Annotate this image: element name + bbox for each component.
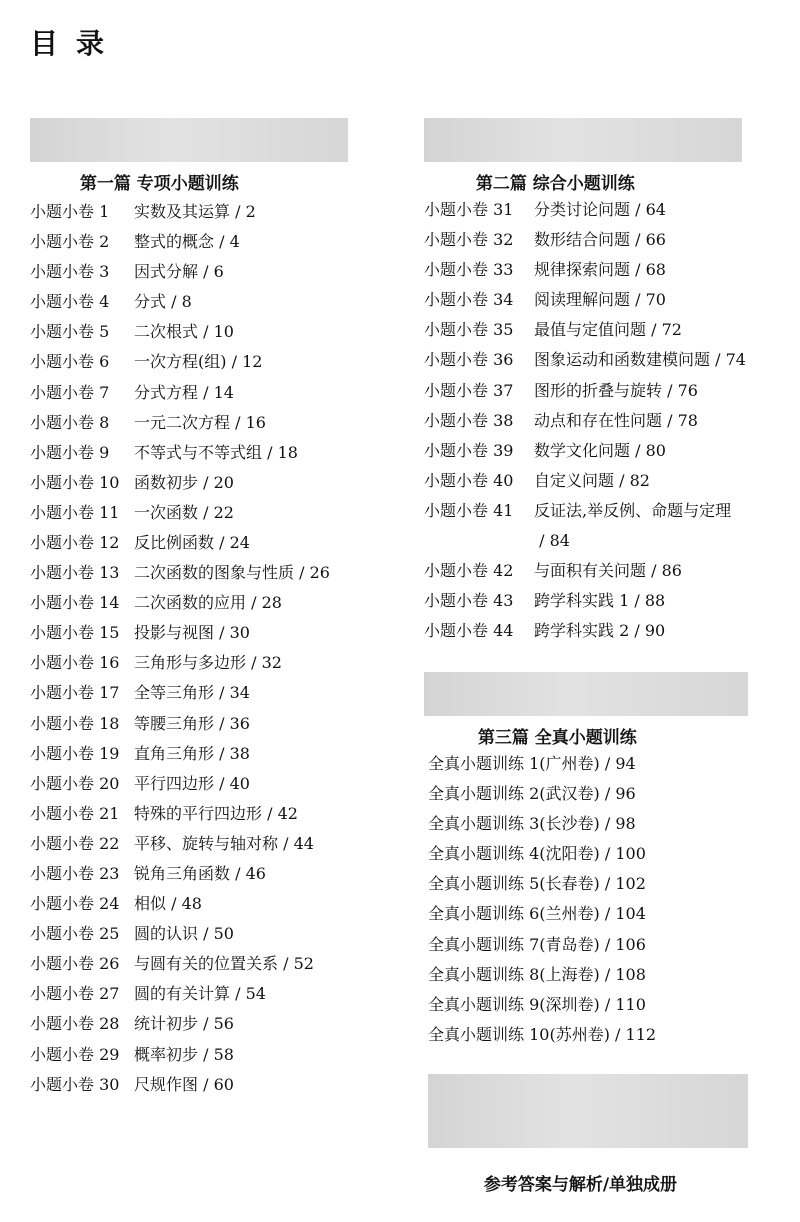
toc-item-title: 分式方程 xyxy=(134,382,199,402)
toc-item-label: 小题小卷 28 xyxy=(30,1014,120,1034)
toc-item-page: / 54 xyxy=(230,984,266,1003)
toc-item-page: / 46 xyxy=(230,864,266,883)
toc-item xyxy=(428,899,768,929)
toc-item-page: / 110 xyxy=(600,995,646,1014)
toc-item-page: / 102 xyxy=(600,874,646,893)
toc-item-entry xyxy=(134,739,375,769)
toc-item-title: (上海卷) xyxy=(539,964,600,984)
toc-item-title: 一次函数 xyxy=(134,502,199,522)
toc-item-label: 小题小卷 20 xyxy=(30,773,120,793)
toc-item xyxy=(424,255,769,285)
toc-list-section-2 xyxy=(424,195,769,646)
toc-item xyxy=(30,287,375,317)
toc-item xyxy=(30,588,375,618)
toc-item-label: 小题小卷 37 xyxy=(424,380,514,400)
toc-item xyxy=(428,839,768,869)
toc-item-label: 小题小卷 27 xyxy=(30,984,120,1004)
toc-item xyxy=(30,468,375,498)
toc-item xyxy=(30,859,375,889)
toc-item-page: / 58 xyxy=(198,1045,234,1064)
toc-item xyxy=(428,990,768,1020)
toc-item-page: / 36 xyxy=(214,714,250,733)
toc-item-entry xyxy=(534,616,769,646)
toc-item xyxy=(30,889,375,919)
toc-item-page: / 74 xyxy=(710,350,746,369)
toc-item-entry xyxy=(134,859,375,889)
toc-item-label: 小题小卷 39 xyxy=(424,440,514,460)
toc-item-label: 小题小卷 12 xyxy=(30,533,120,553)
toc-item-title: (青岛卷) xyxy=(539,934,600,954)
toc-item xyxy=(30,829,375,859)
section-banner-3 xyxy=(424,672,748,748)
toc-item-page: / 18 xyxy=(262,443,298,462)
toc-item-entry xyxy=(534,406,769,436)
toc-item-page: / 84 xyxy=(534,531,570,550)
toc-item xyxy=(30,979,375,1009)
toc-item-page: / 66 xyxy=(630,230,666,249)
toc-item-title: 因式分解 xyxy=(134,262,199,282)
toc-item-title: 平行四边形 xyxy=(134,773,215,793)
toc-item-label: 小题小卷 22 xyxy=(30,833,120,853)
toc-item-label: 小题小卷 5 xyxy=(30,322,110,342)
toc-item-label: 小题小卷 42 xyxy=(424,560,514,580)
toc-item-title: (长沙卷) xyxy=(539,814,600,834)
toc-item-title: 动点和存在性问题 xyxy=(534,410,663,430)
toc-item-label: 小题小卷 14 xyxy=(30,593,120,613)
toc-item-label: 小题小卷 4 xyxy=(30,292,110,312)
toc-item-label: 全真小题训练 2 xyxy=(428,784,540,804)
toc-item-title: 圆的认识 xyxy=(134,924,199,944)
toc-item-title: 全等三角形 xyxy=(134,683,215,703)
toc-item-entry xyxy=(549,1020,768,1050)
toc-item-entry xyxy=(134,588,375,618)
toc-item-label: 小题小卷 34 xyxy=(424,290,514,310)
answer-banner xyxy=(428,1074,748,1195)
toc-item-title: 分类讨论问题 xyxy=(534,200,631,219)
toc-item xyxy=(424,586,769,616)
toc-item-page: / 106 xyxy=(600,935,646,954)
toc-item xyxy=(30,919,375,949)
toc-item-page: / 14 xyxy=(198,383,234,402)
toc-item-title: 平移、旋转与轴对称 xyxy=(134,833,279,853)
toc-item-entry xyxy=(134,378,375,408)
toc-item xyxy=(30,1009,375,1039)
toc-item xyxy=(30,558,375,588)
toc-item-title: 统计初步 xyxy=(134,1014,199,1034)
toc-item xyxy=(30,949,375,979)
toc-item-entry xyxy=(534,376,769,406)
toc-item-page: / 98 xyxy=(600,814,636,833)
toc-item-page: / 86 xyxy=(646,561,682,580)
toc-item-entry xyxy=(134,678,375,708)
toc-item-page: / 40 xyxy=(214,774,250,793)
toc-item-label: 小题小卷 21 xyxy=(30,803,120,823)
toc-item-entry xyxy=(134,949,375,979)
toc-item-entry xyxy=(534,556,769,586)
toc-item-title: 一次方程(组) xyxy=(134,352,227,372)
toc-item-page: / 4 xyxy=(214,232,240,251)
toc-item-label: 小题小卷 18 xyxy=(30,713,120,733)
toc-item-title: (沈阳卷) xyxy=(539,844,600,864)
toc-item-page: / 56 xyxy=(198,1014,234,1033)
toc-item-label: 全真小题训练 5 xyxy=(428,874,540,894)
toc-item-entry xyxy=(134,197,375,227)
toc-item-entry xyxy=(134,979,375,1009)
toc-item-page: / 68 xyxy=(630,260,666,279)
toc-item-label: 全真小题训练 7 xyxy=(428,934,540,954)
toc-item-label: 小题小卷 6 xyxy=(30,352,110,372)
toc-item-label: 全真小题训练 3 xyxy=(428,814,540,834)
toc-item-title: (长春卷) xyxy=(539,874,600,894)
toc-item-title: 与面积有关问题 xyxy=(534,560,647,580)
toc-item-title: (武汉卷) xyxy=(539,784,600,804)
toc-item-entry xyxy=(534,496,766,556)
toc-item-page: / 94 xyxy=(600,754,636,773)
toc-item-entry xyxy=(134,799,375,829)
toc-item-label: 小题小卷 44 xyxy=(424,621,514,641)
toc-item-entry xyxy=(134,317,375,347)
toc-item-title: 概率初步 xyxy=(134,1044,199,1064)
toc-item-entry xyxy=(134,919,375,949)
toc-item-page: / 60 xyxy=(198,1075,234,1094)
toc-item xyxy=(424,466,769,496)
toc-item xyxy=(424,345,769,375)
toc-item xyxy=(30,257,375,287)
toc-item-title: 直角三角形 xyxy=(134,743,215,763)
toc-item-page: / 22 xyxy=(198,503,234,522)
toc-item-label: 小题小卷 16 xyxy=(30,653,120,673)
toc-item-label: 小题小卷 32 xyxy=(424,230,514,250)
toc-item-title: 反证法,举反例、命题与定理 xyxy=(534,500,732,520)
toc-item-page: / 24 xyxy=(214,533,250,552)
toc-item-title: 反比例函数 xyxy=(134,533,215,553)
toc-item-label: 小题小卷 10 xyxy=(30,472,120,492)
toc-item-title: (苏州卷) xyxy=(549,1024,610,1044)
toc-item xyxy=(30,498,375,528)
toc-item xyxy=(30,618,375,648)
toc-item-label: 小题小卷 36 xyxy=(424,350,514,370)
toc-item-label: 小题小卷 29 xyxy=(30,1044,120,1064)
toc-item-page: / 52 xyxy=(278,954,314,973)
toc-item xyxy=(30,1070,375,1100)
toc-item-entry xyxy=(134,648,375,678)
section-title: 第三篇 全真小题训练 xyxy=(477,728,637,748)
toc-item-label: 小题小卷 13 xyxy=(30,563,120,583)
toc-item-label: 小题小卷 33 xyxy=(424,260,514,280)
toc-item-title: 锐角三角函数 xyxy=(134,863,231,883)
toc-item-entry xyxy=(134,709,375,739)
toc-item-entry xyxy=(134,498,375,528)
section-banner-2 xyxy=(424,118,742,194)
toc-item-title: 图象运动和函数建模问题 xyxy=(534,350,711,370)
toc-item-label: 小题小卷 43 xyxy=(424,591,514,611)
toc-item xyxy=(428,809,768,839)
toc-item-entry xyxy=(534,466,769,496)
toc-item-label: 全真小题训练 9 xyxy=(428,994,540,1014)
toc-item-label: 全真小题训练 1 xyxy=(428,754,540,773)
toc-item xyxy=(30,678,375,708)
toc-item-label: 小题小卷 38 xyxy=(424,410,514,430)
toc-item xyxy=(428,749,768,779)
toc-item-page: / 32 xyxy=(246,653,282,672)
toc-item-title: 图形的折叠与旋转 xyxy=(534,380,663,400)
toc-item-title: 二次函数的应用 xyxy=(134,593,247,613)
toc-item-entry xyxy=(134,528,375,558)
toc-item-title: 分式 xyxy=(134,292,167,312)
toc-item-page: / 72 xyxy=(646,320,682,339)
toc-item-label: 小题小卷 11 xyxy=(30,502,120,522)
toc-item-title: 一元二次方程 xyxy=(134,412,231,432)
toc-item xyxy=(424,315,769,345)
toc-list-section-1 xyxy=(30,197,375,1100)
toc-item-title: (深圳卷) xyxy=(539,994,600,1014)
toc-item-entry xyxy=(539,749,768,779)
toc-item-page: / 50 xyxy=(198,924,234,943)
toc-item-entry xyxy=(539,839,768,869)
toc-item xyxy=(424,225,769,255)
toc-item xyxy=(30,227,375,257)
toc-item-label: 小题小卷 26 xyxy=(30,954,120,974)
toc-item-entry xyxy=(539,930,768,960)
toc-item-label: 小题小卷 7 xyxy=(30,382,110,402)
toc-item xyxy=(428,960,768,990)
toc-item xyxy=(30,408,375,438)
toc-item xyxy=(30,769,375,799)
toc-item-label: 全真小题训练 10 xyxy=(428,1024,550,1044)
toc-item-title: 函数初步 xyxy=(134,472,199,492)
toc-item-entry xyxy=(534,315,769,345)
toc-item-label: 小题小卷 17 xyxy=(30,683,120,703)
toc-item-entry xyxy=(134,408,375,438)
section-title: 第一篇 专项小题训练 xyxy=(79,174,239,194)
toc-item-title: 与圆有关的位置关系 xyxy=(134,954,279,974)
toc-item xyxy=(30,317,375,347)
toc-item-page: / 28 xyxy=(246,593,282,612)
toc-item-entry xyxy=(534,225,769,255)
toc-item-entry xyxy=(134,889,375,919)
toc-item-title: 自定义问题 xyxy=(534,470,615,490)
answer-banner-label: 参考答案与解析/单独成册 xyxy=(483,1175,678,1195)
toc-item-page: / 8 xyxy=(166,292,192,311)
toc-item xyxy=(424,556,769,586)
toc-item-label: 小题小卷 41 xyxy=(424,500,514,520)
toc-item-entry xyxy=(534,285,769,315)
toc-item-label: 小题小卷 3 xyxy=(30,262,110,282)
toc-item-title: 二次函数的图象与性质 xyxy=(134,563,295,583)
toc-item-page: / 90 xyxy=(629,621,665,640)
toc-item-page: / 108 xyxy=(600,965,646,984)
toc-item-entry xyxy=(534,345,769,375)
toc-item-label: 全真小题训练 6 xyxy=(428,904,540,924)
toc-item xyxy=(424,496,769,556)
toc-item xyxy=(424,406,769,436)
toc-item-label: 小题小卷 9 xyxy=(30,442,110,462)
section-title: 第二篇 综合小题训练 xyxy=(475,174,635,194)
toc-item xyxy=(428,779,768,809)
toc-item-label: 小题小卷 35 xyxy=(424,320,514,340)
toc-item-page: / 2 xyxy=(230,202,256,221)
toc-item-page: / 20 xyxy=(198,473,234,492)
toc-item xyxy=(424,376,769,406)
toc-item-page: / 78 xyxy=(662,411,698,430)
toc-item-title: 跨学科实践 2 xyxy=(534,621,630,641)
toc-item-page: / 6 xyxy=(198,262,224,281)
page-title: 目录 xyxy=(30,27,123,60)
toc-item xyxy=(30,197,375,227)
toc-item-label: 小题小卷 23 xyxy=(30,863,120,883)
section-banner-1 xyxy=(30,118,348,194)
toc-item-entry xyxy=(534,255,769,285)
toc-item-entry xyxy=(134,618,375,648)
toc-item-page: / 10 xyxy=(198,322,234,341)
toc-item-title: 最值与定值问题 xyxy=(534,320,647,340)
toc-item-title: 数学文化问题 xyxy=(534,440,631,460)
toc-item-title: 实数及其运算 xyxy=(134,202,231,221)
toc-item xyxy=(30,528,375,558)
toc-item-page: / 76 xyxy=(662,381,698,400)
toc-item xyxy=(424,285,769,315)
toc-item-title: 二次根式 xyxy=(134,322,199,342)
toc-item-label: 小题小卷 2 xyxy=(30,232,110,252)
toc-item-entry xyxy=(539,960,768,990)
toc-item-entry xyxy=(539,990,768,1020)
toc-item-label: 小题小卷 15 xyxy=(30,623,120,643)
toc-item-entry xyxy=(134,558,366,588)
toc-item-page: / 12 xyxy=(227,352,263,371)
toc-item-label: 小题小卷 1 xyxy=(30,202,110,221)
toc-item-page: / 42 xyxy=(262,804,298,823)
toc-item-page: / 104 xyxy=(600,904,646,923)
toc-item-page: / 30 xyxy=(214,623,250,642)
toc-item-page: / 34 xyxy=(214,683,250,702)
toc-item-entry xyxy=(539,869,768,899)
toc-item-page: / 38 xyxy=(214,744,250,763)
toc-item-title: 跨学科实践 1 xyxy=(534,591,630,611)
toc-item-label: 小题小卷 8 xyxy=(30,412,110,432)
toc-item-label: 全真小题训练 4 xyxy=(428,844,540,864)
toc-item-title: 特殊的平行四边形 xyxy=(134,803,263,823)
toc-item-page: / 96 xyxy=(600,784,636,803)
toc-item-entry xyxy=(134,438,375,468)
toc-item-entry xyxy=(134,1070,375,1100)
toc-item-title: 阅读理解问题 xyxy=(534,290,631,310)
toc-item-entry xyxy=(134,257,375,287)
toc-item-label: 全真小题训练 8 xyxy=(428,964,540,984)
toc-item xyxy=(424,436,769,466)
toc-item-entry xyxy=(134,1040,375,1070)
toc-item xyxy=(428,930,768,960)
toc-item-label: 小题小卷 31 xyxy=(424,200,514,219)
toc-item-page: / 70 xyxy=(630,290,666,309)
toc-item-label: 小题小卷 19 xyxy=(30,743,120,763)
toc-item-entry xyxy=(539,899,768,929)
toc-item-title: 圆的有关计算 xyxy=(134,984,231,1004)
toc-item-entry xyxy=(534,436,769,466)
toc-item-title: 规律探索问题 xyxy=(534,260,631,280)
toc-item-entry xyxy=(134,287,375,317)
toc-item-entry xyxy=(539,809,768,839)
toc-item-page: / 100 xyxy=(600,844,646,863)
toc-item-page: / 26 xyxy=(294,563,330,582)
toc-item-title: (兰州卷) xyxy=(539,904,600,924)
toc-item-title: 数形结合问题 xyxy=(534,230,631,250)
toc-item-page: / 44 xyxy=(278,834,314,853)
toc-item xyxy=(30,378,375,408)
toc-item xyxy=(428,869,768,899)
toc-list-section-3 xyxy=(428,749,768,1050)
toc-item-entry xyxy=(134,468,375,498)
toc-item-title: 三角形与多边形 xyxy=(134,653,247,673)
toc-item-entry xyxy=(534,195,769,225)
toc-item-label: 小题小卷 25 xyxy=(30,924,120,944)
toc-item-page: / 64 xyxy=(630,200,666,219)
toc-item-title: 相似 xyxy=(134,894,167,914)
toc-item-title: (广州卷) xyxy=(539,754,600,773)
toc-item-title: 整式的概念 xyxy=(134,232,215,252)
toc-item xyxy=(424,616,769,646)
toc-item-entry xyxy=(134,227,375,257)
toc-item xyxy=(428,1020,768,1050)
toc-item-label: 小题小卷 40 xyxy=(424,470,514,490)
toc-item xyxy=(30,1040,375,1070)
toc-item-entry xyxy=(534,586,769,616)
toc-item-title: 尺规作图 xyxy=(134,1074,199,1094)
toc-item-entry xyxy=(134,347,375,377)
toc-item-label: 小题小卷 30 xyxy=(30,1074,120,1094)
toc-item xyxy=(30,347,375,377)
toc-item xyxy=(30,709,375,739)
toc-item-entry xyxy=(134,1009,375,1039)
toc-item-page: / 88 xyxy=(629,591,665,610)
toc-item-entry xyxy=(539,779,768,809)
toc-item-page: / 80 xyxy=(630,441,666,460)
toc-item-entry xyxy=(134,829,375,859)
toc-item-page: / 48 xyxy=(166,894,202,913)
toc-item-entry xyxy=(134,769,375,799)
toc-item-label: 小题小卷 24 xyxy=(30,894,120,914)
toc-item-page: / 82 xyxy=(614,471,650,490)
toc-item xyxy=(30,799,375,829)
toc-item xyxy=(30,438,375,468)
toc-item xyxy=(30,648,375,678)
toc-item xyxy=(30,739,375,769)
toc-item-page: / 16 xyxy=(230,413,266,432)
toc-item xyxy=(424,195,769,225)
toc-item-title: 等腰三角形 xyxy=(134,713,215,733)
toc-item-page: / 112 xyxy=(610,1025,656,1044)
toc-item-title: 不等式与不等式组 xyxy=(134,442,263,462)
toc-item-title: 投影与视图 xyxy=(134,623,215,643)
